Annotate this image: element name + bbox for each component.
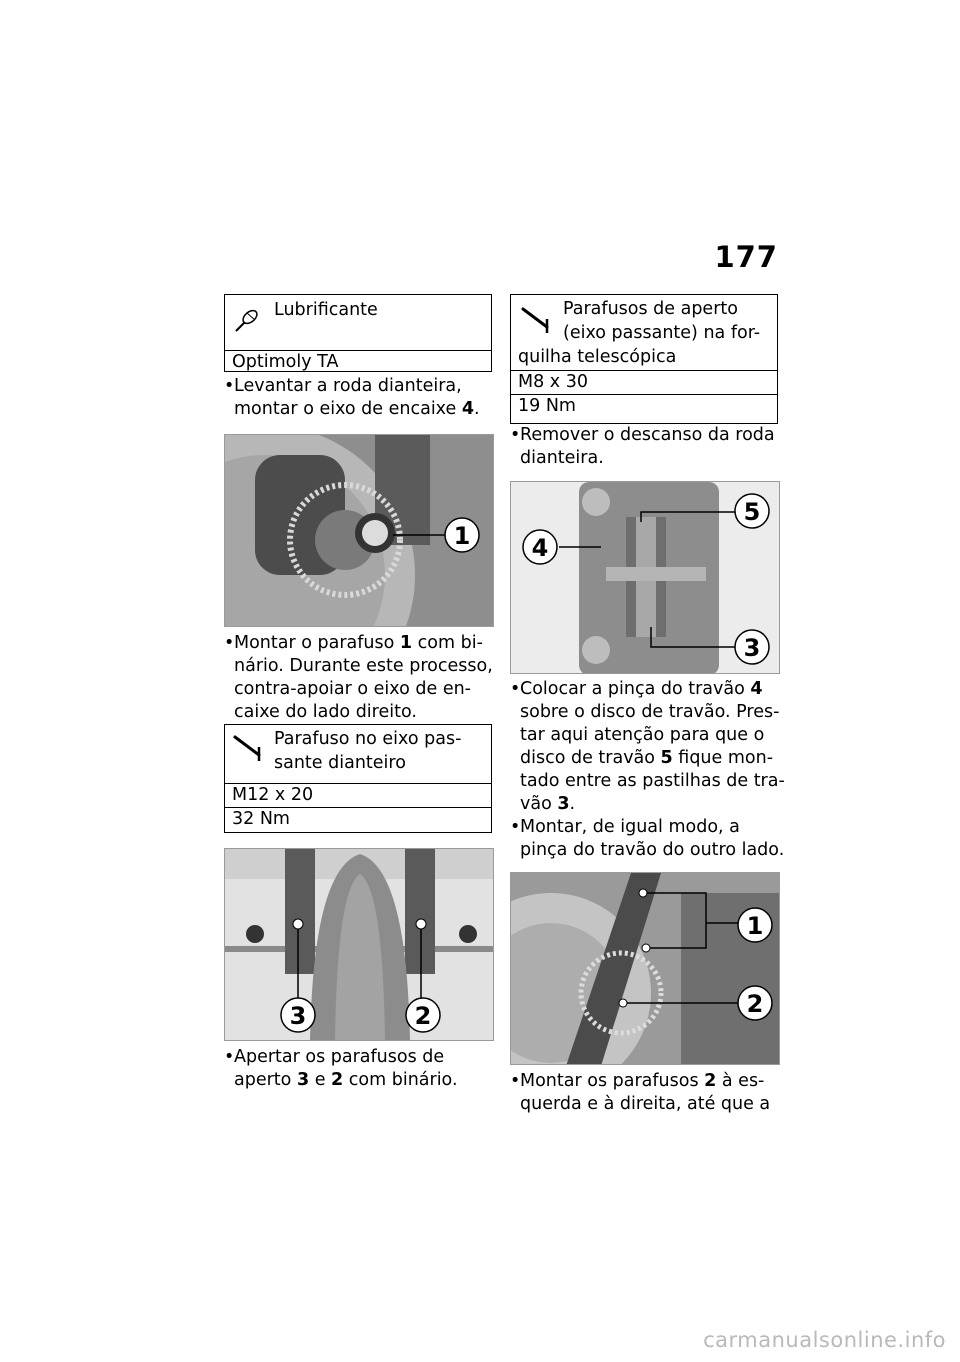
figure-fork-bolts — [224, 848, 494, 1041]
lubricant-box — [224, 294, 492, 372]
torque-size: M8 x 30 — [511, 370, 777, 394]
torque-box-clamp — [510, 294, 778, 424]
step-mount-bolts-2: • Montar os parafusos 2 à es- querda e à direita, até que a — [510, 1071, 771, 1114]
torque-title-l2: sante dianteiro — [274, 753, 406, 773]
figure-brake-caliper — [510, 481, 780, 674]
step-mount-bolt-1: • Montar o parafuso 1 com bi- nário. Durante este processo, contra-apoiar o eixo de en- caixe do lado direito. — [224, 633, 493, 722]
callout-1: 1 — [453, 522, 471, 550]
lubricant-icon — [233, 307, 261, 340]
figure-caliper-bolts — [510, 872, 780, 1065]
torque-title-l1: Parafusos de aperto — [563, 299, 738, 319]
torque-value: 19 Nm — [511, 394, 777, 418]
step-remove-stand: • Remover o descanso da roda dianteira. — [510, 425, 775, 468]
torque-wrench-icon — [521, 305, 551, 342]
page-number: 177 — [714, 240, 778, 274]
torque-value: 32 Nm — [225, 807, 491, 831]
torque-title-l2: (eixo passante) na for- — [563, 323, 761, 343]
callout-2b: 2 — [746, 990, 764, 1018]
torque-title-l1: Parafuso no eixo pas- — [274, 729, 462, 749]
callout-2: 2 — [414, 1002, 432, 1030]
watermark: carmanualsonline.info — [703, 1328, 946, 1352]
callout-5: 5 — [743, 498, 761, 526]
torque-size: M12 x 20 — [225, 783, 491, 807]
figure-axle-bolt — [224, 434, 494, 627]
torque-wrench-icon — [233, 733, 263, 770]
step-place-caliper: • Colocar a pinça do travão 4 sobre o disco de travão. Pres- tar aqui atenção para que o disco de travão 5 fique mon- tado entre as pastilhas de tra- vão 3. — [510, 679, 785, 814]
torque-title-l3: quilha telescópica — [518, 347, 677, 367]
callout-3: 3 — [289, 1002, 307, 1030]
step-tighten-clamp-bolts: • Apertar os parafusos de aperto 3 e 2 com binário. — [224, 1047, 458, 1090]
torque-box-axle — [224, 724, 492, 833]
step-other-side: • Montar, de igual modo, a pinça do travão do outro lado. — [510, 817, 785, 860]
callout-1b: 1 — [746, 912, 764, 940]
callout-3b: 3 — [743, 634, 761, 662]
lubricant-value: Optimoly TA — [225, 350, 491, 374]
lubricant-title: Lubrificante — [274, 300, 378, 320]
step-raise-wheel: • Levantar a roda dianteira, montar o eixo de encaixe 4. — [224, 376, 480, 419]
callout-4: 4 — [531, 534, 549, 562]
